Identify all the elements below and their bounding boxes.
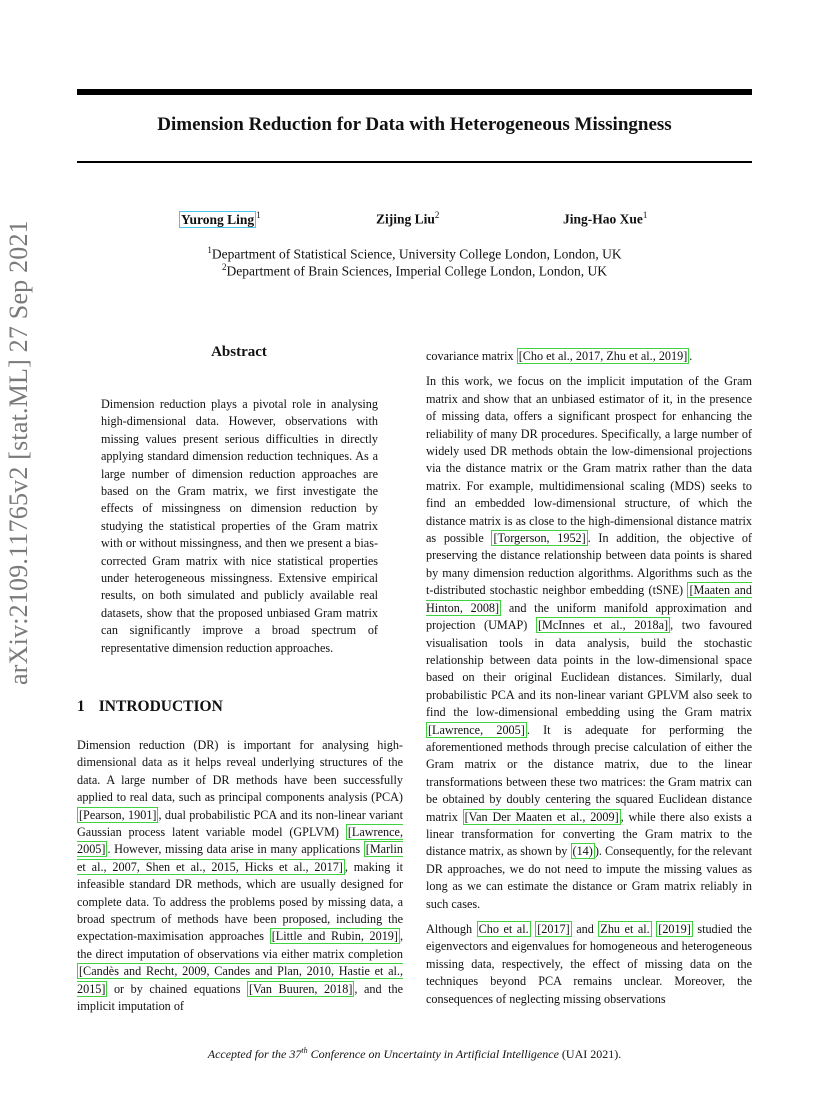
footer-prefix: Accepted for the 37 <box>207 1047 302 1061</box>
text-run: Dimension reduction (DR) is important for analysing high-dimensional data as it helps reveal underlying structures of the data. A large number of DR methods have been successfully applied to real data, such as principal components analysis (PCA) <box>77 738 403 805</box>
text-run: , the direct imputation of observations via either matrix completion <box>77 929 403 961</box>
right-column <box>426 348 752 1016</box>
footer-suffix: (UAI 2021). <box>558 1047 622 1061</box>
citation-link[interactable]: [Candès and Recht, 2009, Candes and Plan, 2010, Hastie et al., 2015] <box>77 964 403 996</box>
affiliation-text: Department of Statistical Science, University College London, London, UK <box>211 246 622 262</box>
text-run: . In addition, the objective of preserving the distance relationship between data points is shared by many dimension reduction algorithms. Algorithms such as the t-distributed stochastic neighbor embedding (tSNE) <box>426 531 752 598</box>
citation-link[interactable]: Zhu et al. <box>600 922 650 936</box>
citation-link[interactable]: [2019] <box>658 922 691 936</box>
abstract-body: Dimension reduction plays a pivotal role in analysing high-dimensional data. However, observations with missing values present serious difficulties in directly applying standard dimension reduction techniques. As a large number of dimension reduction approaches are based on the Gram matrix, we first investigate the effects of missingness on dimension reduction by studying the statistical properties of the Gram matrix with or without missingness, and then we present a bias-corrected Gram matrix with nice statistical properties under heterogeneous missingness. Extensive empirical results, on both simulated and publicly available real datasets, show that the proposed unbiased Gram matrix can significantly improve a broad spectrum of representative dimension reduction approaches. <box>101 397 378 655</box>
author-sup: 1 <box>256 210 261 220</box>
introduction-left-column <box>77 737 403 1016</box>
text-run: studied the eigenvectors and eigenvalues for homogeneous and heterogeneous missing data, respectively, the effect of missing data on the techniques beyond PCA remains unclear. Moreover, the consequences of neglecting missing observations <box>426 922 752 1006</box>
author-3 <box>563 210 647 228</box>
text-run: and <box>571 922 599 936</box>
citation-link[interactable]: [2017] <box>537 922 570 936</box>
affiliation-text: Department of Brain Sciences, Imperial College London, London, UK <box>226 263 608 279</box>
text-run: , while there also exists a linear transformation for converting the Gram matrix to the distance matrix, as shown by <box>426 809 752 859</box>
text-run: covariance matrix <box>426 349 517 363</box>
author-sup: 2 <box>434 210 440 220</box>
text-run: , dual probabilistic PCA and its non-linear variant Gaussian process latent variable model (GPLVM) <box>77 807 403 840</box>
author-name[interactable]: Yurong Ling <box>181 211 255 227</box>
paper-title: Dimension Reduction for Data with Heterogeneous Missingness <box>157 114 672 135</box>
text-run: . However, missing data arise in many applications <box>107 842 364 857</box>
citation-link[interactable]: [Marlin et al., 2007, Shen et al., 2015, Hicks et al., 2017] <box>77 842 403 874</box>
citation-link[interactable]: [Van Buuren, 2018] <box>249 981 353 996</box>
section-title: INTRODUCTION <box>98 698 223 715</box>
section-heading-introduction <box>77 698 223 716</box>
arxiv-sidebar-id: arXiv:2109.11765v2 [stat.ML] 27 Sep 2021 <box>4 220 33 685</box>
paragraph <box>426 921 752 1008</box>
paragraph <box>77 737 403 1016</box>
citation-link[interactable]: [Pearson, 1901] <box>79 807 157 822</box>
text-run: . <box>689 349 693 363</box>
paragraph <box>426 373 752 913</box>
author-1[interactable] <box>179 210 261 228</box>
citation-link[interactable]: [Little and Rubin, 2019] <box>271 929 398 944</box>
citation-link[interactable]: [Lawrence, 2005] <box>77 825 403 857</box>
text-run: Although <box>426 922 477 936</box>
abstract-heading: Abstract <box>211 344 267 360</box>
affiliation-sup: 2 <box>221 262 227 272</box>
title-rule <box>77 161 752 163</box>
citation-link[interactable]: [Torgerson, 1952] <box>493 531 586 546</box>
citation-link[interactable]: [Lawrence, 2005] <box>428 722 525 737</box>
text-run: or by chained equations <box>107 981 247 996</box>
affiliation-1 <box>77 245 752 263</box>
footer-note <box>77 1046 752 1062</box>
affiliation-sup: 1 <box>207 245 212 255</box>
paragraph <box>426 348 752 365</box>
footer-sup: th <box>301 1046 308 1055</box>
author-sup: 1 <box>642 210 648 220</box>
citation-link[interactable]: [Maaten and Hinton, 2008] <box>426 583 752 615</box>
citation-link[interactable]: [McInnes et al., 2018a] <box>538 618 669 633</box>
text-run: , making it infeasible standard DR methods, which are usually designed for complete data. To address the problems posed by missing data, a broad spectrum of methods have been proposed, including the expectation-maximisation approaches <box>77 859 403 944</box>
text-run: In this work, we focus on the implicit imputation of the Gram matrix and show that an unbiased estimator of it, in the presence of missing data, offers a significant prospect for enhancing the reliability of many DR procedures. Specifically, a large number of widely used DR methods obtain the low-dimensional projections via the distance matrix or the Gram matrix rather than the data matrix. For example, multidimensional scaling (MDS) seeks to find an embedded low-dimensional structure, of which the distance matrix is as close to the high-dimensional distance matrix as possible <box>426 374 752 546</box>
text-run: ). Consequently, for the relevant DR approaches, we do not need to impute the missing values as long as we can estimate the distance or Gram matrix reliably in such cases. <box>426 844 752 911</box>
text-run: , and the implicit imputation of <box>77 981 403 1014</box>
equation-link[interactable]: (14) <box>572 844 593 859</box>
text-run: . It is adequate for performing the aforementioned methods through precise calculation of either the Gram matrix or the distance matrix, due to the linear transformations between these two matrices: the Gram matrix can be obtained by doubly centering the squared Euclidean distance matrix <box>426 722 753 824</box>
text-run: , two favoured visualisation tools in data analysis, build the stochastic relationship between data points in the low-dimensional space based on their original Euclidean distances. Similarly, dual probabilistic PCA and its non-linear variant GPLVM also seek to find the low-dimensional embedding using the Gram matrix <box>426 618 752 720</box>
author-name: Jing-Hao Xue <box>563 211 643 227</box>
footer-venue: Conference on Uncertainty in Artificial Intelligence <box>307 1047 559 1061</box>
affiliation-2 <box>77 262 752 280</box>
citation-link[interactable]: [Van Der Maaten et al., 2009] <box>464 809 619 824</box>
text-run: and the uniform manifold approximation and projection (UMAP) <box>426 600 752 633</box>
top-rule <box>77 89 752 95</box>
citation-link[interactable]: Cho et al. <box>478 922 529 936</box>
section-number: 1 <box>77 698 85 715</box>
author-2 <box>376 210 439 228</box>
citation-link[interactable]: [Cho et al., 2017, Zhu et al., 2019] <box>518 349 688 363</box>
author-name: Zijing Liu <box>376 211 435 227</box>
